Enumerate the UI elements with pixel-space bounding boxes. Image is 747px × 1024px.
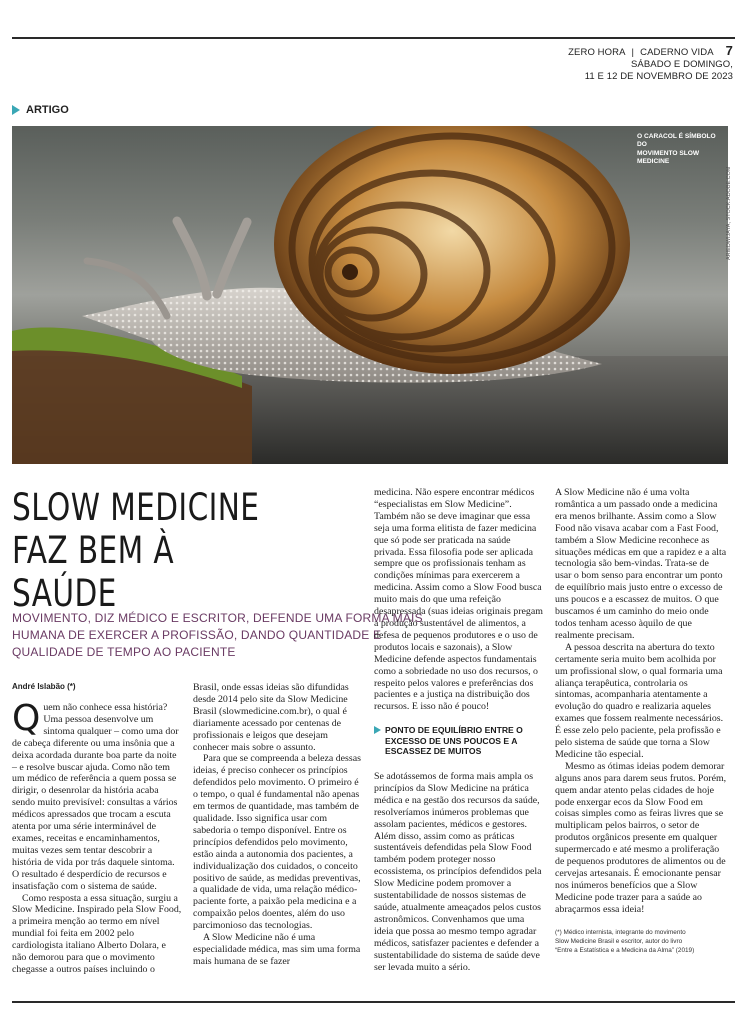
- column-1-paragraph-1: [12, 698, 182, 893]
- footnote-line-1: (*) Médico internista, integrante do movimento: [555, 928, 686, 936]
- column-2-paragraph-2: Para que se compreenda a beleza dessas ideias, é preciso conhecer os princípios defendidos pelo movimento. O primeiro é o tempo, o qual é fundamental não apenas em termos de quantidade, mas também de qualidade. Isso significa usar com sabedoria o tempo disponível. Entre os princípios defendidos pelo movimento, estão ainda a autonomia dos pacientes, a individualização dos cuidados, o conceito positivo de saúde, as medidas preventivas, a qualidade de vida, uma relação médico-paciente forte, a paixão pela medicina e a compaixão pelos doentes, além do uso parcimonioso das tecnologias.: [193, 753, 361, 932]
- column-4-paragraph-2: A pessoa descrita na abertura do texto certamente seria muito bem acolhida por um profissional slow, o qual formaria uma aliança terapêutica, controlaria os sintomas, acompanharia atentamente a evolução do quadro e realizaria aqueles exames que fossem realmente necessários. É esse zelo pelo paciente, pela profissão e pelo sistema de saúde que torna a Slow Medicine tão especial.: [555, 641, 724, 760]
- column-3-paragraph-2: Se adotássemos de forma mais ampla os princípios da Slow Medicine na prática médica e na gestão dos recursos da saúde, resolveríamos inúmeros problemas que assolam pacientes, médicos e gestores. Além disso, assim como as práticas sustentáveis defendidas pela Slow Food também podem proteger nosso ecossistema, os princípios defendidos pela Slow Medicine podem promover a sustentabilidade de nossos sistemas de saúde, atualmente ameaçados pelos custos astronômicos. Convenhamos que uma ideia que possa ao mesmo tempo agradar médicos, satisfazer pacientes e defender a sustentabilidade do sistema de saúde deve ser levada muito a sério.: [374, 771, 542, 973]
- section-triangle-icon: [12, 105, 20, 115]
- standfirst: MOVIMENTO, DIZ MÉDICO E ESCRITOR, DEFENDE UMA FORMA MAIS HUMANA DE EXERCER A PROFISSÃO, DANDO QUANTIDADE E QUALIDADE DE TEMPO AO PACIENTE: [12, 611, 423, 659]
- date-line-1: SÁBADO E DOMINGO,: [631, 59, 733, 70]
- caption-line-2: MOVIMENTO SLOW MEDICINE: [637, 149, 700, 166]
- page-number: 7: [725, 43, 733, 58]
- column-2-paragraph-3: A Slow Medicine não é uma especialidade médica, mas sim uma forma mais humana de se fazer: [193, 932, 361, 967]
- drop-cap: Q: [12, 698, 41, 739]
- column-2-paragraph-1: Brasil, onde essas ideias são difundidas desde 2014 pelo site da Slow Medicine Brasil (slowmedicine.com.br), o qual é diariamente acessado por centenas de profissionais e leigos que desejam conhecer mais sobre o assunto.: [193, 682, 349, 753]
- column-2: [193, 682, 363, 968]
- tentacle-right: [217, 222, 247, 294]
- footnote-line-2: Slow Medicine Brasil e escritor, autor do livro: [555, 937, 683, 945]
- section-label: ARTIGO: [26, 104, 69, 116]
- section-tag: [12, 104, 69, 116]
- photo-caption: [637, 133, 723, 167]
- column-3-paragraph-1: medicina. Não espere encontrar médicos “especialistas em Slow Medicine”. Também não se deve imaginar que essa seja uma forma elitista de fazer medicina que só pode ser praticada na saúde privada. Essa filosofia pode ser aplicada sempre que os profissionais tenham as condições mínimas para exercerem a medicina. Assim como a Slow Food busca muito mais do que uma refeição desapressada (suas ideias originais pregam a produção sustentável de alimentos, a defesa de pequenos produtores e o uso de produtos locais e sazonais), a Slow Medicine defende aspectos fundamentais como a sobriedade no uso dos recursos, o respeito pelos valores e preferências dos pacientes e a justiça na distribuição dos recursos. E isso não é pouco!: [374, 487, 543, 713]
- subhead: PONTO DE EQUILÍBRIO ENTRE O EXCESSO DE UNS POUCOS E A ESCASSEZ DE MUITOS: [374, 725, 544, 757]
- column-1-text-1: uem não conhece essa história? Uma pessoa desenvolve um sintoma qualquer – como uma dor de cabeça diferente ou uma insônia que a deixa acordada durante boa parte da noite – e resolve buscar ajuda. Como não tem um médico de referência a quem possa se dirigir, o desenrolar da história acaba sendo muito previsível: consultas a vários médicos apressados que trocam a escuta atenta por uma série interminável de exames, receitas e encaminhamentos, muitas vezes sem tentar descobrir a história de vida por trás daquele sintoma. O resultado é desperdício de recursos e insatisfação com o sistema de saúde.: [12, 702, 179, 892]
- author-footnote: [555, 928, 727, 955]
- snail-illustration: [12, 126, 728, 464]
- footnote-line-3: “Entre a Estatística e a Medicina da Alma” (2019): [555, 946, 695, 954]
- headline-line-2: FAZ BEM À SAÚDE: [12, 529, 175, 615]
- column-4-paragraph-3: Mesmo as ótimas ideias podem demorar alguns anos para darem seus frutos. Porém, quem andar atento pelas cidades de hoje pode enxergar ecos da Slow Food em coisas simples como as feiras livres que se multiplicam pelos bairros, o setor de produtos orgânicos presente em qualquer supermercado e até mesmo a proliferação de pequenos produtores de alimentos ou de cervejas artesanais. É emocionante pensar nos inúmeros benefícios que a Slow Medicine pode trazer para a saúde ao abraçarmos essa ideia!: [555, 760, 727, 915]
- byline: André Islabão (*): [12, 682, 76, 691]
- column-1-paragraph-2: Como resposta a essa situação, surgiu a Slow Medicine. Inspirado pela Slow Food, a primeira menção ao termo em nível mundial foi feita em 2002 pelo cardiologista italiano Alberto Dolara, e não demorou para que o movimento chegasse a outros países incluindo o: [12, 892, 182, 975]
- tentacle-mid: [177, 221, 207, 296]
- column-1: [12, 698, 182, 976]
- top-rule: [12, 37, 735, 39]
- caption-line-1: O CARACOL É SÍMBOLO DO: [637, 133, 716, 149]
- publication-name: ZERO HORA: [568, 47, 626, 58]
- photo-credit: ARIEDWIJAYA, STOCK.ADOBE.COM: [726, 166, 732, 260]
- masthead-separator: |: [631, 47, 635, 58]
- shell-spiral-center: [342, 264, 358, 280]
- column-4: [555, 487, 727, 955]
- snail-photo: [12, 126, 728, 464]
- column-4-paragraph-1: A Slow Medicine não é uma volta romântica a um passado onde a medicina era menos brilhante. Assim como a Slow Food não visava acabar com a Fast Food, também a Slow Medicine reconhece as situações médicas em que a rapidez e a alta tecnologia são bem-vindas. Trata-se de usar o bom senso para encontrar um ponto de equilíbrio mais justo entre o excesso de uns poucos e a escassez de muitos. O que buscamos é um caminho do meio onde todos tenham acesso àquilo de que realmente precisam.: [555, 487, 727, 641]
- headline-line-1: SLOW MEDICINE: [12, 486, 260, 529]
- bottom-rule: [12, 1001, 735, 1003]
- column-3: [374, 487, 544, 973]
- headline: [12, 486, 284, 615]
- supplement-name: CADERNO VIDA: [640, 47, 714, 58]
- masthead-row: [568, 45, 733, 59]
- masthead: [568, 45, 733, 83]
- date-line-2: 11 E 12 DE NOVEMBRO DE 2023: [584, 71, 733, 82]
